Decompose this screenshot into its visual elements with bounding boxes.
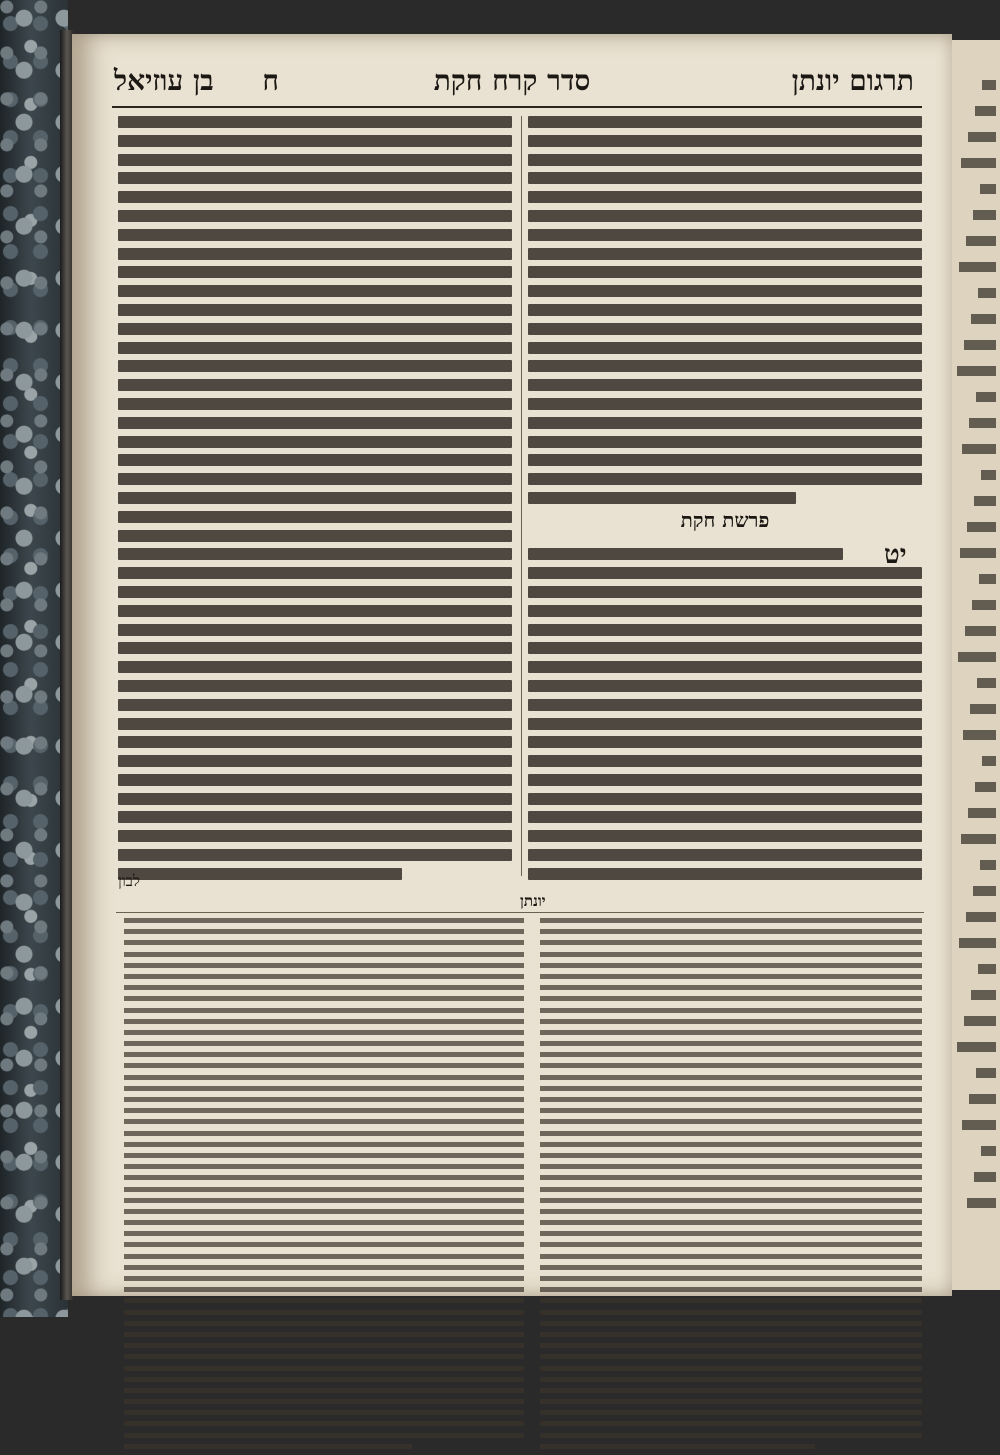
- text-line: [124, 929, 524, 934]
- text-line: [528, 417, 922, 429]
- text-line: [540, 1052, 922, 1057]
- text-line: [124, 963, 524, 968]
- text-line: [124, 1276, 524, 1281]
- text-line: [118, 379, 512, 391]
- text-line: [540, 1142, 922, 1147]
- facing-page-text: [969, 418, 996, 428]
- text-line: [528, 718, 922, 730]
- text-line: [540, 1377, 922, 1382]
- text-line: [118, 454, 512, 466]
- facing-page-text: [967, 522, 996, 532]
- text-line: [124, 1421, 524, 1426]
- text-line: [540, 963, 922, 968]
- facing-page-text: [976, 392, 996, 402]
- text-line: [528, 586, 922, 598]
- text-line: [540, 1276, 922, 1281]
- text-line: [124, 1354, 524, 1359]
- text-line: [528, 154, 922, 166]
- text-line: [118, 830, 512, 842]
- text-line: [124, 1444, 412, 1449]
- facing-page-text: [957, 1042, 996, 1052]
- text-line: [118, 191, 512, 203]
- text-line: [124, 1097, 524, 1102]
- facing-page-text: [961, 834, 996, 844]
- text-line: [528, 774, 922, 786]
- chapter-ref: בן עוזיאל: [114, 64, 214, 97]
- text-line: [540, 952, 922, 957]
- text-line: [540, 1388, 922, 1393]
- text-line: [540, 996, 922, 1001]
- text-line: [124, 1332, 524, 1337]
- text-line: [540, 1332, 922, 1337]
- text-line: [528, 266, 922, 278]
- text-line: [528, 436, 922, 448]
- facing-page-text: [972, 600, 996, 610]
- facing-page-text: [961, 158, 996, 168]
- text-line: [528, 454, 922, 466]
- text-line: [118, 248, 512, 260]
- footnotes-title: יונתן: [520, 892, 546, 910]
- facing-page-text: [974, 1172, 996, 1182]
- text-line: [528, 172, 922, 184]
- text-line: [540, 1321, 922, 1326]
- text-line: [540, 1198, 922, 1203]
- text-line: [540, 1421, 922, 1426]
- text-line: [124, 1086, 524, 1091]
- text-line: [528, 473, 922, 485]
- text-line: [124, 1131, 524, 1136]
- text-line: [124, 1231, 524, 1236]
- text-line: [118, 323, 512, 335]
- facing-page-text: [959, 262, 996, 272]
- text-line: [528, 135, 922, 147]
- facing-page-text: [957, 366, 996, 376]
- page-letter-group: [114, 64, 279, 98]
- text-line: [124, 918, 524, 923]
- facing-page-text: [963, 730, 996, 740]
- text-line: [528, 304, 922, 316]
- facing-page-text: [964, 1016, 996, 1026]
- text-line: [124, 1108, 524, 1113]
- text-line: [118, 210, 512, 222]
- text-line: [528, 868, 922, 880]
- text-line: [540, 1041, 922, 1046]
- text-line: [118, 398, 512, 410]
- text-line: [124, 952, 524, 957]
- page-header: [102, 60, 922, 106]
- text-line: [118, 642, 512, 654]
- facing-page-text: [978, 288, 996, 298]
- text-line: [540, 1310, 922, 1315]
- facing-page-text: [969, 1094, 996, 1104]
- text-line: [124, 1187, 524, 1192]
- left-text-column: [118, 116, 512, 887]
- text-line: [118, 116, 512, 128]
- text-line: [540, 1187, 922, 1192]
- text-line: [528, 661, 922, 673]
- text-line: [528, 830, 922, 842]
- text-line: [118, 360, 512, 372]
- facing-page-text: [973, 210, 996, 220]
- facing-page-text: [974, 496, 996, 506]
- text-line: [528, 605, 922, 617]
- portion-title: סדר קרח חקת: [433, 64, 591, 97]
- text-line: [124, 1399, 524, 1404]
- text-line: [540, 1175, 922, 1180]
- text-line: [124, 1377, 524, 1382]
- text-line: [528, 624, 922, 636]
- facing-page-text: [966, 236, 996, 246]
- text-line: [118, 736, 512, 748]
- text-line: [124, 985, 524, 990]
- facing-page-text: [975, 106, 996, 116]
- text-line: [124, 1142, 524, 1147]
- facing-page-text: [971, 314, 996, 324]
- facing-page-text: [978, 964, 996, 974]
- facing-page-text: [977, 678, 996, 688]
- text-line: [540, 929, 922, 934]
- text-line: [118, 172, 512, 184]
- text-line: [528, 811, 922, 823]
- text-line: [118, 624, 512, 636]
- text-line: [118, 417, 512, 429]
- text-line: [528, 642, 922, 654]
- page-letter: ח: [262, 64, 279, 97]
- facing-page-text: [962, 1120, 996, 1130]
- text-line: [118, 342, 512, 354]
- text-line: [118, 266, 512, 278]
- text-line: [540, 1119, 922, 1124]
- text-line: [124, 1041, 524, 1046]
- text-line: [118, 154, 512, 166]
- facing-page-text: [970, 704, 996, 714]
- text-line: [540, 1343, 922, 1348]
- text-line: [540, 1209, 922, 1214]
- text-line: [118, 548, 512, 560]
- text-line: [118, 135, 512, 147]
- facing-page-text: [968, 132, 996, 142]
- text-line: [124, 1164, 524, 1169]
- text-line: [124, 1175, 524, 1180]
- text-line: [540, 1287, 922, 1292]
- text-line: [124, 1254, 524, 1259]
- text-line: [118, 436, 512, 448]
- text-line: [118, 793, 512, 805]
- text-line: [540, 974, 922, 979]
- text-line: [118, 304, 512, 316]
- text-line: [528, 116, 922, 128]
- text-line: [540, 1298, 922, 1303]
- text-line: [124, 1153, 524, 1158]
- facing-page-text: [958, 652, 996, 662]
- facing-page-text: [965, 626, 996, 636]
- text-line: [540, 1410, 922, 1415]
- text-line: [540, 1019, 922, 1024]
- text-line: [540, 1231, 922, 1236]
- text-line: [118, 849, 512, 861]
- text-line: [528, 210, 922, 222]
- text-line: [528, 191, 922, 203]
- text-line: [124, 1198, 524, 1203]
- text-line: [124, 1242, 524, 1247]
- text-line: [118, 680, 512, 692]
- text-line: [124, 940, 524, 945]
- text-line: [528, 755, 922, 767]
- text-line: [124, 974, 524, 979]
- book-binding: [0, 0, 68, 1317]
- text-line: [540, 1354, 922, 1359]
- text-line: [528, 849, 922, 861]
- text-line: [540, 1265, 922, 1270]
- text-line: [528, 492, 796, 504]
- text-line: [528, 285, 922, 297]
- text-line: [124, 1433, 524, 1438]
- text-line: [528, 398, 922, 410]
- facing-page-text: [973, 886, 996, 896]
- text-line: [118, 473, 512, 485]
- text-line: [540, 1008, 922, 1013]
- text-line: [124, 1063, 524, 1068]
- text-line: [118, 511, 512, 523]
- text-line: [124, 1052, 524, 1057]
- text-line: [118, 285, 512, 297]
- text-line: [124, 1343, 524, 1348]
- text-line: [540, 1164, 922, 1169]
- text-line: [124, 1119, 524, 1124]
- text-line: [118, 811, 512, 823]
- text-line: [540, 1220, 922, 1225]
- text-line: [528, 699, 922, 711]
- text-line: [528, 323, 922, 335]
- text-line: [118, 530, 512, 542]
- text-line: [528, 229, 922, 241]
- text-line: [528, 736, 922, 748]
- text-line: [540, 918, 922, 923]
- facing-page-text: [979, 574, 996, 584]
- facing-page-text: [975, 782, 996, 792]
- footnotes-rule: [116, 912, 924, 913]
- text-line: [124, 1366, 524, 1371]
- text-line: [540, 985, 922, 990]
- text-line: [118, 699, 512, 711]
- text-line: [540, 940, 922, 945]
- facing-page-edge: [952, 40, 1000, 1290]
- text-line: [540, 1131, 922, 1136]
- facing-page-text: [962, 444, 996, 454]
- text-line: [528, 680, 922, 692]
- facing-page-text: [976, 1068, 996, 1078]
- facing-page-text: [982, 756, 996, 766]
- text-line: [540, 1097, 922, 1102]
- facing-page-text: [964, 340, 996, 350]
- catchword: לבון: [118, 872, 140, 890]
- text-line: [528, 793, 922, 805]
- footnotes-left-column: [124, 918, 524, 1455]
- text-line: [124, 1030, 524, 1035]
- text-line: [118, 774, 512, 786]
- facing-page-text: [971, 990, 996, 1000]
- text-line: [118, 661, 512, 673]
- text-line: [540, 1063, 922, 1068]
- text-line: [528, 248, 922, 260]
- right-text-column: [528, 116, 922, 887]
- facing-page-text: [982, 80, 996, 90]
- text-line: [124, 1265, 524, 1270]
- chapter-marker: יט: [884, 540, 907, 570]
- text-line: [118, 567, 512, 579]
- facing-page-text: [960, 548, 996, 558]
- text-line: [118, 718, 512, 730]
- footnotes-right-column: [540, 918, 922, 1455]
- text-line: [124, 1388, 524, 1393]
- text-line: [540, 1433, 922, 1438]
- facing-page-text: [980, 184, 996, 194]
- text-line: [540, 1254, 922, 1259]
- facing-page-text: [968, 808, 996, 818]
- text-line: [124, 1220, 524, 1225]
- facing-page-text: [967, 1198, 996, 1208]
- facing-page-text: [959, 938, 996, 948]
- header-rule: [112, 106, 922, 108]
- text-line: [540, 1444, 815, 1449]
- text-line: [540, 1399, 922, 1404]
- text-line: [124, 1298, 524, 1303]
- text-line: [124, 1410, 524, 1415]
- text-line: [540, 1153, 922, 1158]
- text-line: [124, 1321, 524, 1326]
- parasha-title: פרשת חקת: [680, 508, 770, 532]
- text-line: [540, 1030, 922, 1035]
- text-line: [124, 996, 524, 1001]
- text-line: [118, 229, 512, 241]
- text-line: [540, 1075, 922, 1080]
- column-separator: [521, 116, 522, 876]
- text-line: [118, 586, 512, 598]
- text-line: [124, 1310, 524, 1315]
- text-line: [118, 868, 402, 880]
- text-line: [528, 567, 922, 579]
- text-line: [540, 1086, 922, 1091]
- text-line: [528, 342, 922, 354]
- text-line: [124, 1209, 524, 1214]
- facing-page-text: [966, 912, 996, 922]
- text-line: [118, 605, 512, 617]
- text-line: [540, 1108, 922, 1113]
- text-line: [540, 1366, 922, 1371]
- text-line: [124, 1019, 524, 1024]
- text-line: [124, 1075, 524, 1080]
- text-line: [118, 492, 512, 504]
- text-line: [540, 1242, 922, 1247]
- text-line: [528, 379, 922, 391]
- facing-page-text: [980, 860, 996, 870]
- text-line: [124, 1287, 524, 1292]
- text-line: [124, 1008, 524, 1013]
- text-line: [118, 755, 512, 767]
- book-title: תרגום יונתן: [791, 64, 914, 97]
- text-line: [528, 360, 922, 372]
- facing-page-text: [981, 1146, 996, 1156]
- text-line: [528, 548, 843, 560]
- facing-page-text: [981, 470, 996, 480]
